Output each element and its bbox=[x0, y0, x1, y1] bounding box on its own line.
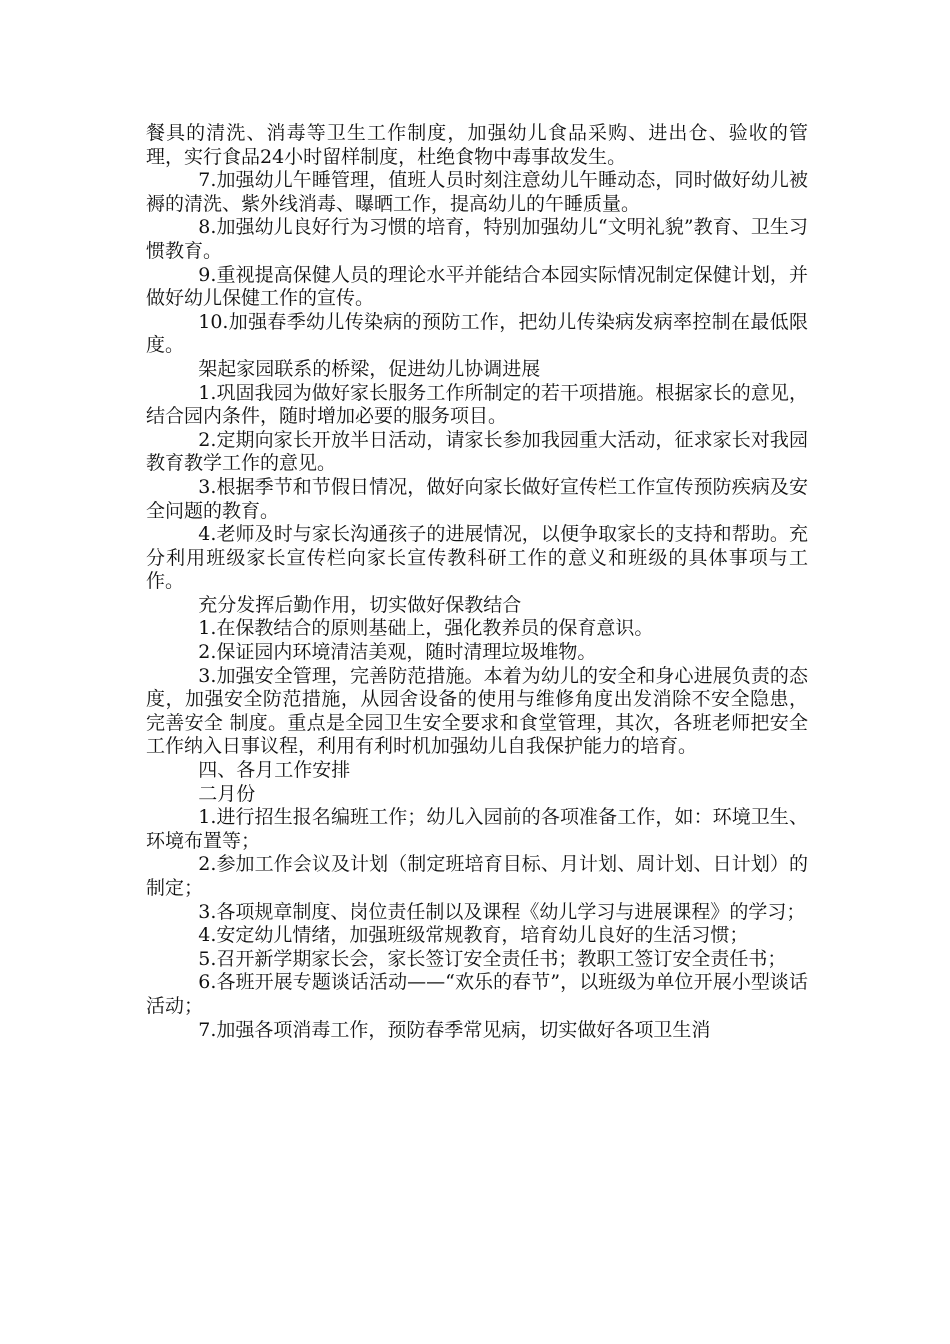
paragraph-home-school-1: 1.巩固我园为做好家长服务工作所制定的若干项措施。根据家长的意见，结合园内条件，随时增加必要的服务项目。 bbox=[146, 381, 808, 428]
paragraph-feb-1: 1.进行招生报名编班工作；幼儿入园前的各项准备工作，如：环境卫生、环境布置等； bbox=[146, 806, 808, 852]
paragraph-item-8-habits: 8.加强幼儿良好行为习惯的培育，特别加强幼儿“文明礼貌”教育、卫生习惯教育。 bbox=[146, 216, 808, 262]
subheading-february: 二月份 bbox=[198, 782, 256, 805]
document-page bbox=[146, 122, 808, 1042]
paragraph-item-7-nap: 7.加强幼儿午睡管理，值班人员时刻注意幼儿午睡动态，同时做好幼儿被褥的清洗、紫外线消毒、曝晒工作，提高幼儿的午睡质量。 bbox=[146, 169, 808, 215]
paragraph-continuation: 餐具的清洗、消毒等卫生工作制度，加强幼儿食品采购、进出仓、验收的管理，实行食品24小时留样制度，杜绝食物中毒事故发生。 bbox=[146, 122, 808, 168]
section-heading-logistics: 充分发挥后勤作用，切实做好保教结合 bbox=[198, 593, 522, 616]
paragraph-item-9-health-staff: 9.重视提高保健人员的理论水平并能结合本园实际情况制定保健计划，并做好幼儿保健工作的宣传。 bbox=[146, 263, 808, 310]
paragraph-home-school-3: 3.根据季节和节假日情况，做好向家长做好宣传栏工作宣传预防疾病及安全问题的教育。 bbox=[146, 475, 808, 522]
paragraph-home-school-2: 2.定期向家长开放半日活动，请家长参加我园重大活动，征求家长对我园教育教学工作的意见。 bbox=[146, 428, 808, 475]
paragraph-home-school-4: 4.老师及时与家长沟通孩子的进展情况，以便争取家长的支持和帮助。充分利用班级家长宣传栏向家长宣传教科研工作的意义和班级的具体事项与工作。 bbox=[146, 523, 808, 593]
paragraph-logistics-1: 1.在保教结合的原则基础上，强化教养员的保育意识。 bbox=[198, 617, 654, 640]
section-heading-monthly-plan: 四、各月工作安排 bbox=[198, 759, 351, 782]
paragraph-feb-6: 6.各班开展专题谈话活动——“欢乐的春节”，以班级为单位开展小型谈话活动； bbox=[146, 971, 808, 1017]
section-heading-home-school: 架起家园联系的桥梁，促进幼儿协调进展 bbox=[198, 357, 541, 380]
paragraph-logistics-3: 3.加强安全管理，完善防范措施。本着为幼儿的安全和身心进展负责的态度，加强安全防范措施，从园舍设备的使用与维修角度出发消除不安全隐患，完善安全 制度。重点是全园卫生安全要求和食堂管理，其次，各班老师把安全工作纳入日事议程，利用有利时机加强幼儿自我保护能力的培育。 bbox=[146, 664, 808, 758]
paragraph-feb-7: 7.加强各项消毒工作，预防春季常见病，切实做好各项卫生消 bbox=[198, 1018, 711, 1041]
paragraph-feb-5: 5.召开新学期家长会，家长签订安全责任书；教职工签订安全责任书； bbox=[198, 947, 787, 970]
paragraph-feb-3: 3.各项规章制度、岗位责任制以及课程《幼儿学习与进展课程》的学习； bbox=[198, 900, 806, 923]
paragraph-item-10-disease: 10.加强春季幼儿传染病的预防工作，把幼儿传染病发病率控制在最低限度。 bbox=[146, 310, 808, 357]
paragraph-logistics-2: 2.保证园内环境清洁美观，随时清理垃圾堆物。 bbox=[198, 641, 597, 664]
paragraph-feb-4: 4.安定幼儿情绪，加强班级常规教育，培育幼儿良好的生活习惯； bbox=[198, 924, 749, 947]
paragraph-feb-2: 2.参加工作会议及计划（制定班培育目标、月计划、周计划、日计划）的制定； bbox=[146, 853, 808, 899]
